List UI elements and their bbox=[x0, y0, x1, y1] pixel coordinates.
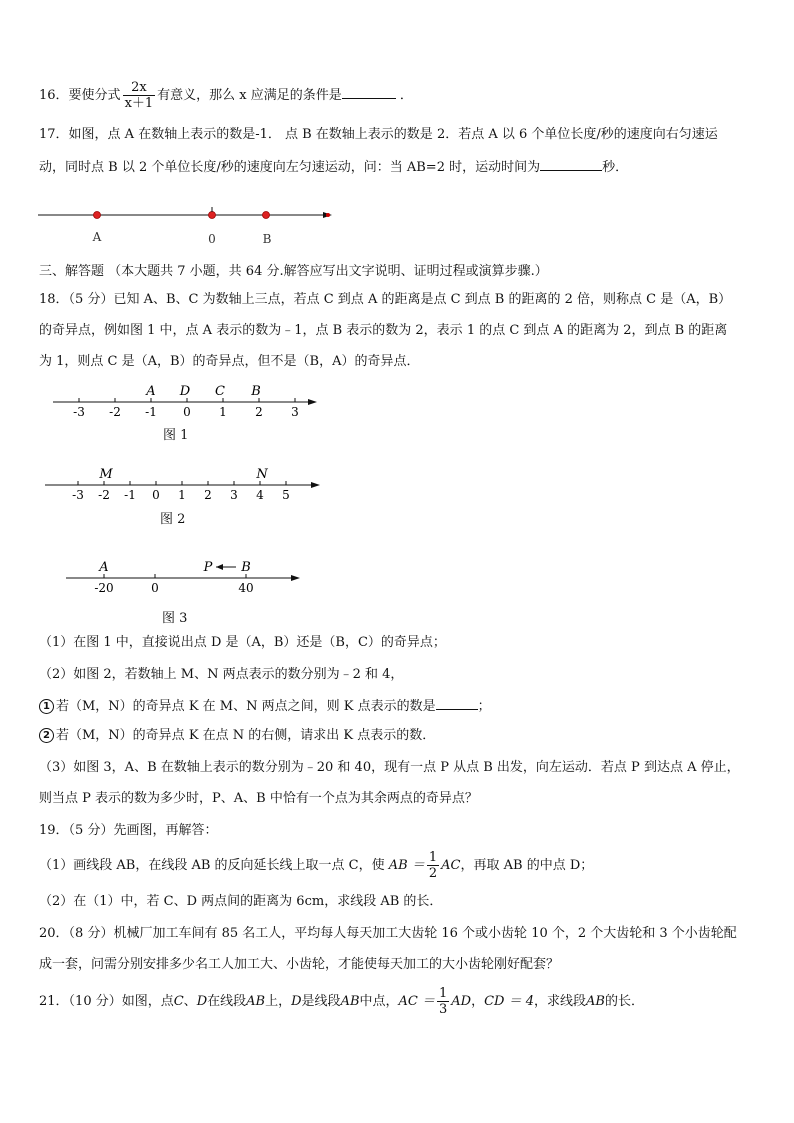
fig3-point-b: B bbox=[241, 560, 251, 575]
fig2-tick-label: 5 bbox=[282, 488, 290, 502]
q17-line2 bbox=[39, 157, 764, 177]
q16-prefix: 要使分式 bbox=[68, 88, 121, 103]
q18-sub3-line1: （3）如图 3，A、B 在数轴上表示的数分别为﹣20 和 40，现有一点 P 从点 B 出发，向左运动．若点 P 到达点 A 停止， bbox=[39, 760, 740, 775]
q21-text-b: 在线段 bbox=[207, 994, 247, 1009]
q16-frac-denominator: x＋1 bbox=[124, 96, 154, 111]
q17-point-origin bbox=[209, 212, 216, 219]
fig3-point-a: A bbox=[99, 560, 109, 575]
q18-figure1 bbox=[45, 380, 335, 422]
q17-number-line bbox=[30, 200, 340, 250]
q21-frac-denominator: 3 bbox=[439, 1002, 448, 1017]
q16-frac-numerator: 2x bbox=[123, 80, 156, 96]
q21-segment-ab3: AB bbox=[586, 994, 605, 1009]
fig2-tick-label: -2 bbox=[98, 488, 110, 502]
fig1-tick-label: 1 bbox=[219, 405, 227, 419]
q21-line bbox=[39, 986, 764, 1017]
q21-text-i: 的长． bbox=[604, 994, 644, 1009]
q18-sub2-2 bbox=[39, 727, 764, 745]
fig1-point-a: A bbox=[146, 384, 156, 399]
q17-label-0: 0 bbox=[208, 232, 216, 246]
q21-segment-ab2: AB bbox=[340, 994, 360, 1009]
q18-line2: 的奇异点，例如图 1 中，点 A 表示的数为﹣1，点 B 表示的数为 2，表示 1 的点 C 到点 A 的距离为 2，到点 B 的距离 bbox=[39, 323, 728, 338]
q19-fraction bbox=[427, 850, 439, 881]
q21-text-c: 上， bbox=[265, 994, 292, 1009]
circled-number-1: 1 bbox=[39, 699, 54, 714]
q21-text-g: ， bbox=[471, 994, 485, 1009]
fig1-tick-label: 3 bbox=[291, 405, 299, 419]
q16-line bbox=[39, 80, 764, 111]
section3-heading: 三、解答题 （本大题共 7 小题，共 64 分.解答应写出文字说明、证明过程或演算步骤.） bbox=[39, 264, 548, 279]
circled-number-2: 2 bbox=[39, 728, 54, 743]
q17-axis-end-dot bbox=[326, 213, 330, 217]
fig3-left-arrow-icon bbox=[216, 564, 223, 570]
q18-line3: 为 1，则点 C 是（A，B）的奇异点，但不是（B，A）的奇异点． bbox=[39, 354, 420, 369]
q21-frac-numerator: 1 bbox=[439, 986, 448, 1001]
q18-figure3 bbox=[60, 557, 310, 599]
fig1-tick-label: 2 bbox=[255, 405, 263, 419]
fig2-axis-arrow bbox=[311, 482, 320, 488]
q18-sub2-1 bbox=[39, 696, 764, 716]
fig2-tick-label: -3 bbox=[72, 488, 84, 502]
q19-sub1-end: ，再取 AB 的中点 D； bbox=[460, 858, 594, 873]
fig1-point-d: D bbox=[179, 384, 191, 399]
fig1-tick-label: -1 bbox=[145, 405, 157, 419]
q18-sub2-1-text: 若（M，N）的奇异点 K 在 M、N 两点之间，则 K 点表示的数是 bbox=[56, 699, 436, 714]
q18-sub2: （2）如图 2，若数轴上 M、N 两点表示的数分别为﹣2 和 4， bbox=[39, 667, 404, 682]
fig3-tick-label-40: 40 bbox=[238, 581, 254, 595]
q21-text-a: 21．（10 分）如图，点 bbox=[39, 994, 174, 1009]
fig2-tick-label: 2 bbox=[204, 488, 212, 502]
q19-eq-right: AC bbox=[441, 858, 461, 873]
q18-sub2-1-end: ； bbox=[477, 699, 491, 714]
q21-text-h: ，求线段 bbox=[534, 994, 587, 1009]
q16-suffix: 有意义，那么 x 应满足的条件是 bbox=[157, 88, 342, 103]
q16-end: ． bbox=[399, 88, 413, 103]
q21-segment-ab: AB bbox=[246, 994, 266, 1009]
fig2-tick-label: 3 bbox=[230, 488, 238, 502]
q17-line1: 17．如图，点 A 在数轴上表示的数是-1． 点 B 在数轴上表示的数是 2．若点 A 以 6 个单位长度/秒的速度向右匀速运 bbox=[39, 127, 718, 142]
fig3-tick-label-neg20: -20 bbox=[94, 581, 114, 595]
fig1-point-b: B bbox=[251, 384, 261, 399]
fig2-tick-label: -1 bbox=[124, 488, 136, 502]
q20-line2: 成一套，问需分别安排多少名工人加工大、小齿轮，才能使每天加工的大小齿轮刚好配套？ bbox=[39, 957, 560, 972]
fig2-caption: 图 2 bbox=[160, 512, 186, 527]
fig3-tick-label-0: 0 bbox=[151, 581, 159, 595]
q19-eq-left: AB ＝ bbox=[388, 858, 425, 873]
q21-eq-ac: AC ＝ bbox=[398, 994, 435, 1009]
q16-number: 16． bbox=[39, 88, 69, 103]
fig1-axis-arrow bbox=[308, 399, 317, 405]
q18-sub2-2-text: 若（M，N）的奇异点 K 在点 N 的右侧，请求出 K 点表示的数． bbox=[56, 728, 436, 743]
fig2-tick-label: 1 bbox=[178, 488, 186, 502]
q19-frac-denominator: 2 bbox=[428, 866, 438, 881]
fig3-caption: 图 3 bbox=[162, 611, 188, 626]
q19-frac-numerator: 1 bbox=[428, 850, 438, 865]
q19-line1: 19．（5 分）先画图，再解答： bbox=[39, 823, 218, 838]
q21-eq-cd: CD ＝ 4 bbox=[484, 994, 535, 1009]
q19-sub1 bbox=[39, 850, 764, 881]
fig2-point-m: M bbox=[99, 467, 113, 482]
q18-sub2-1-answer-blank[interactable] bbox=[436, 696, 478, 710]
q16-answer-blank[interactable] bbox=[342, 85, 396, 99]
q17-point-b bbox=[263, 212, 270, 219]
q17-point-a bbox=[94, 212, 101, 219]
q21-text-e: 是线段 bbox=[301, 994, 341, 1009]
q17-label-a: A bbox=[92, 230, 102, 244]
q17-line2-end: 秒． bbox=[602, 160, 629, 175]
q18-figure2 bbox=[40, 464, 330, 506]
fig2-tick-label: 4 bbox=[256, 488, 264, 502]
q21-text-f: 中点， bbox=[359, 994, 399, 1009]
q17-label-b: B bbox=[262, 232, 272, 246]
q16-fraction bbox=[123, 80, 156, 111]
fig2-tick-label: 0 bbox=[152, 488, 160, 502]
q18-sub3-line2: 则当点 P 表示的数为多少时，P、A、B 中恰有一个点为其余两点的奇异点？ bbox=[39, 791, 478, 806]
q17-line2-text: 动，同时点 B 以 2 个单位长度/秒的速度向左匀速运动，问：当 AB=2 时，运动时间为 bbox=[39, 160, 541, 175]
q18-sub1: （1）在图 1 中，直接说出点 D 是（A，B）还是（B，C）的奇异点； bbox=[39, 635, 446, 650]
fig1-caption: 图 1 bbox=[163, 428, 189, 443]
q21-sep: 、 bbox=[183, 994, 197, 1009]
q21-point-d2: D bbox=[291, 994, 302, 1009]
fig3-point-p: P bbox=[203, 560, 213, 575]
q18-line1: 18．（5 分）已知 A、B、C 为数轴上三点，若点 C 到点 A 的距离是点 C 到点 B 的距离的 2 倍，则称点 C 是（A，B） bbox=[39, 292, 732, 307]
q21-point-c: C bbox=[173, 994, 184, 1009]
fig2-point-n: N bbox=[256, 467, 268, 482]
fig1-tick-label: -2 bbox=[109, 405, 121, 419]
q21-eq-ad: AD bbox=[451, 994, 472, 1009]
fig1-tick-label: -3 bbox=[73, 405, 85, 419]
q19-sub1-text: （1）画线段 AB，在线段 AB 的反向延长线上取一点 C，使 bbox=[39, 858, 385, 873]
q17-answer-blank[interactable] bbox=[540, 157, 602, 171]
fig3-axis-arrow bbox=[291, 575, 300, 581]
q19-sub2: （2）在（1）中，若 C、D 两点间的距离为 6cm，求线段 AB 的长． bbox=[39, 894, 443, 909]
q21-point-d: D bbox=[196, 994, 208, 1009]
fig1-tick-label: 0 bbox=[183, 405, 191, 419]
fig1-point-c: C bbox=[215, 384, 225, 399]
q20-line1: 20．（8 分）机械厂加工车间有 85 名工人，平均每人每天加工大齿轮 16 个或小齿轮 10 个，2 个大齿轮和 3 个小齿轮配 bbox=[39, 926, 737, 941]
q21-fraction bbox=[437, 986, 449, 1017]
